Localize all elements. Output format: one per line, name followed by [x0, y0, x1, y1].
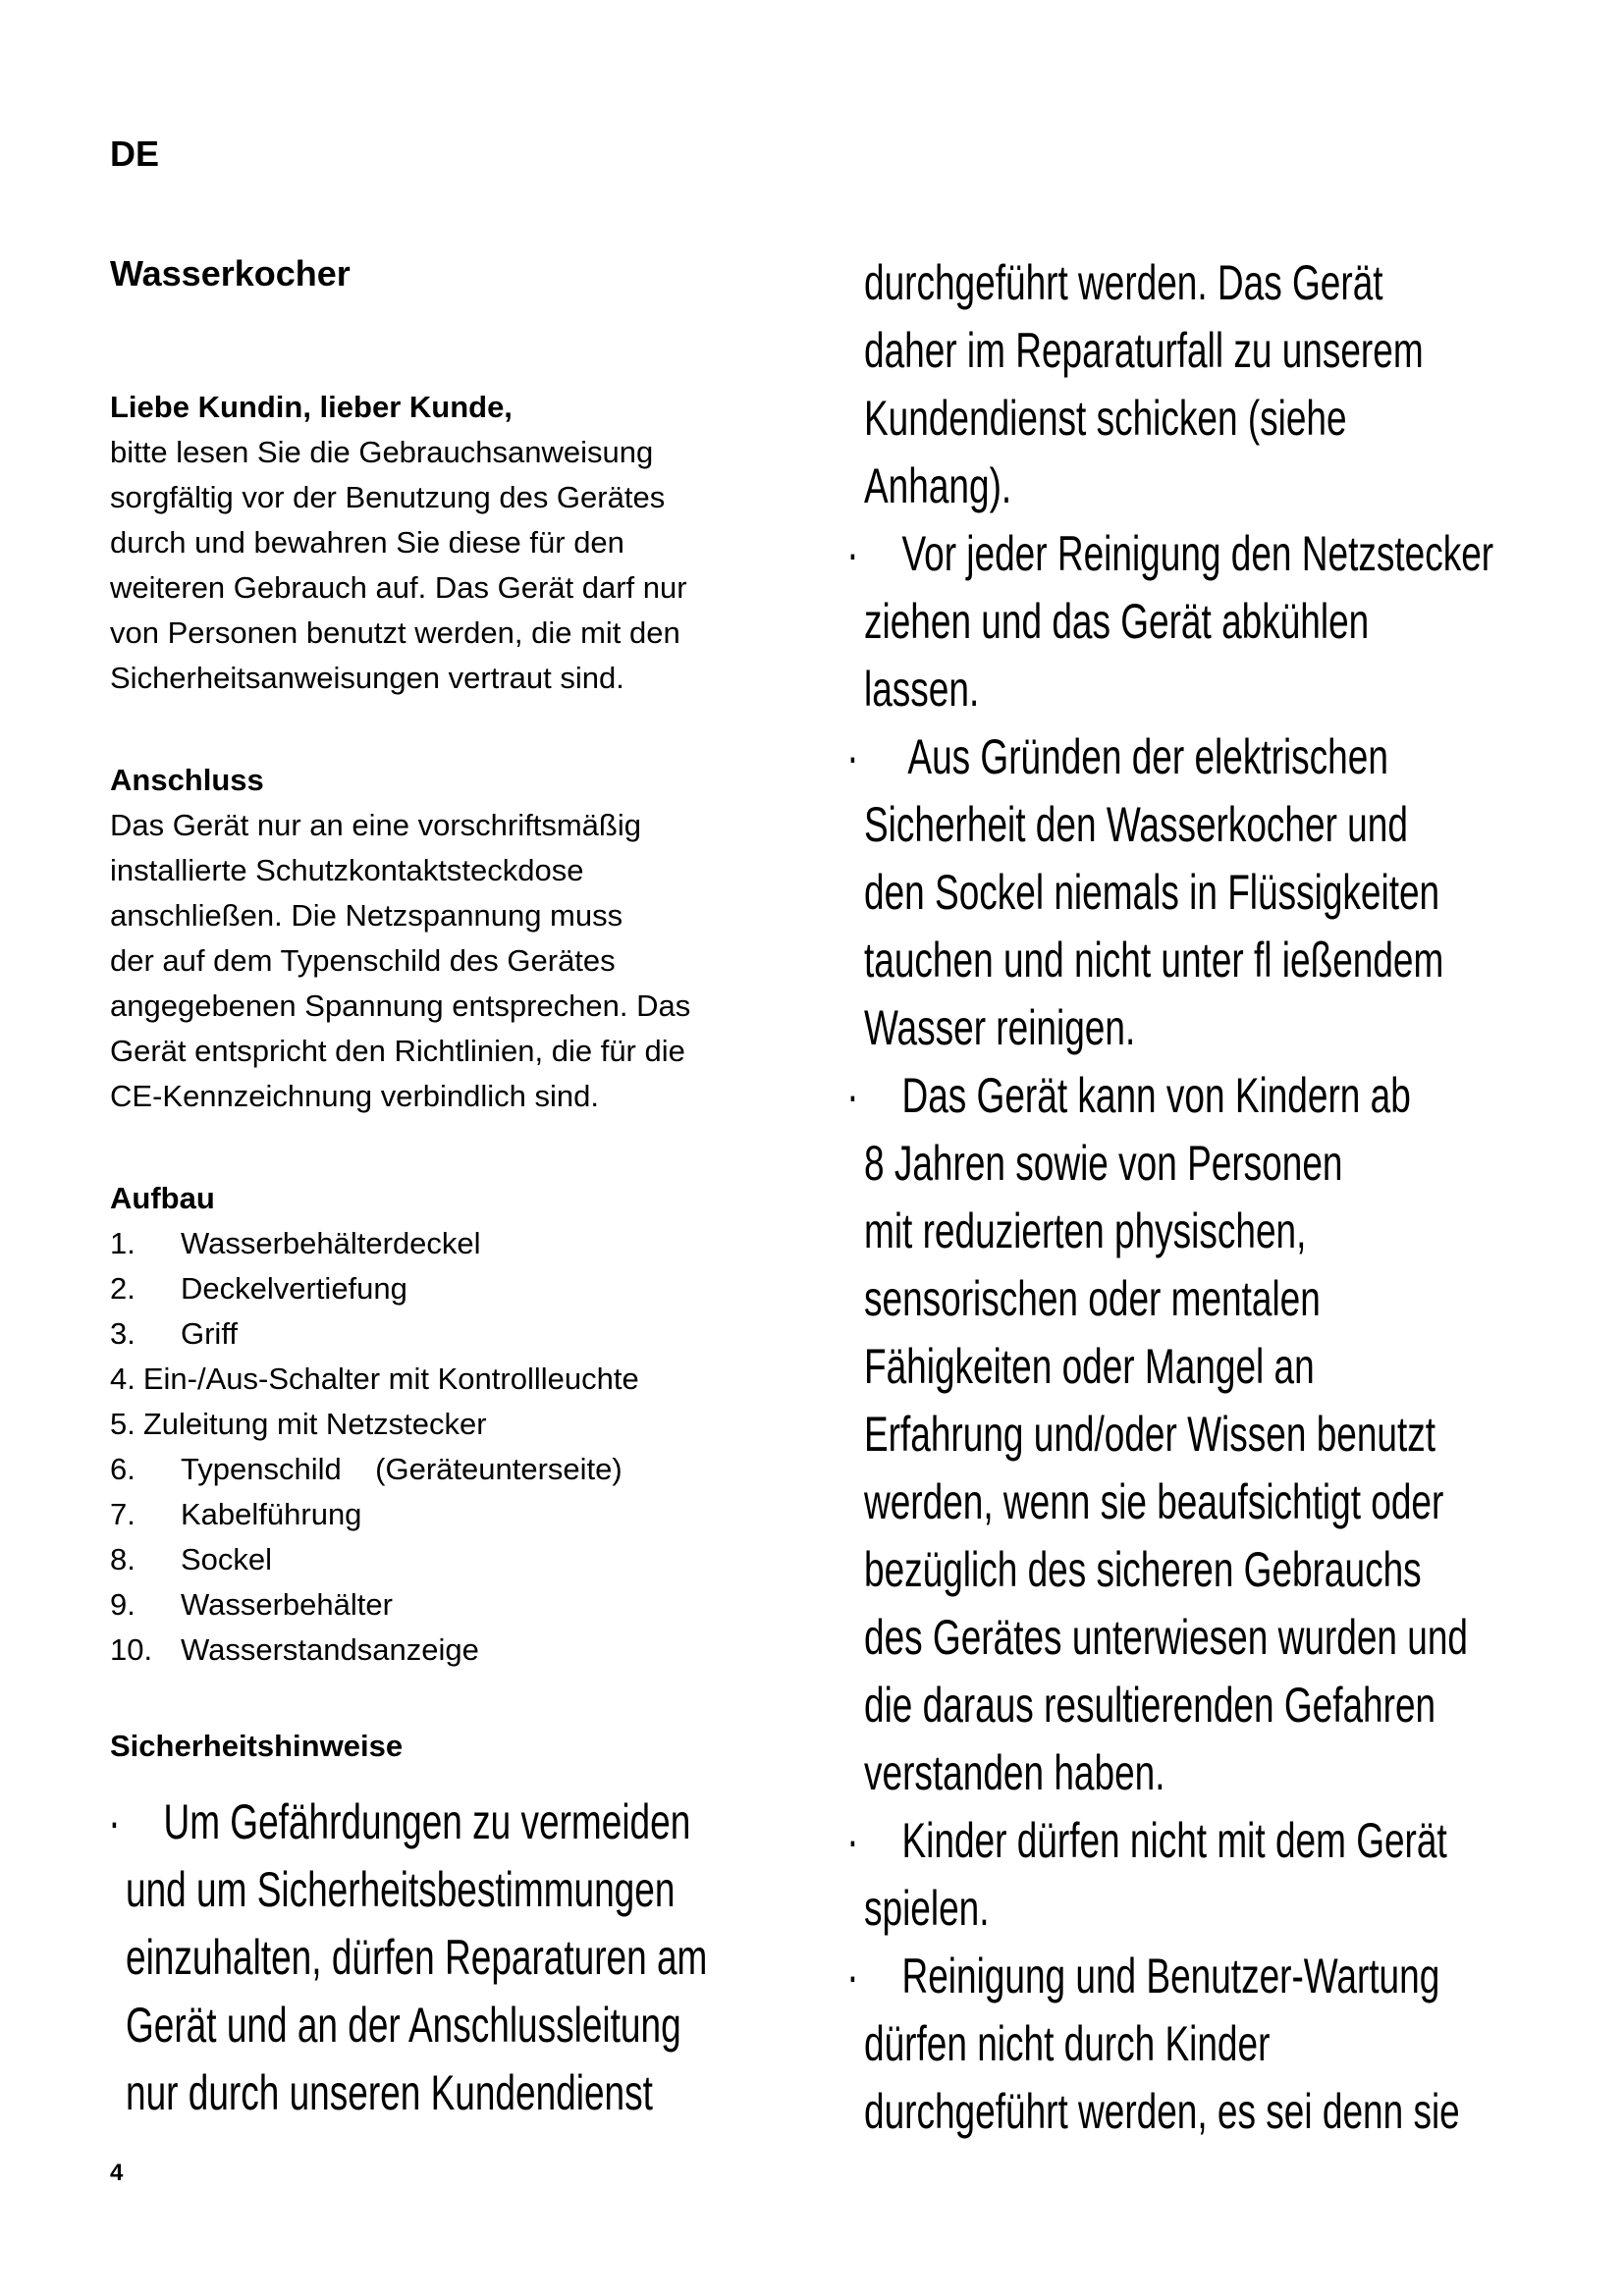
item-label: Wasserbehälterdeckel — [181, 1226, 481, 1260]
bullet-line: und um Sicherheitsbestimmungen — [126, 1862, 676, 1917]
bullet-line: Fähigkeiten oder Mangel an — [864, 1339, 1315, 1394]
bullet-icon: · — [108, 1794, 121, 1849]
item-number: 8. — [110, 1542, 135, 1576]
aufbau-heading: Aufbau — [110, 1181, 215, 1215]
bullet-line: nur durch unseren Kundendienst — [126, 2065, 653, 2120]
continuation-line: Kundendienst schicken (siehe — [864, 391, 1347, 446]
continuation-line: durchgeführt werden. Das Gerät — [864, 255, 1383, 310]
bullet-line: werden, wenn sie beaufsichtigt oder — [864, 1474, 1444, 1529]
safety-right-column — [846, 249, 1624, 2146]
bullet-line: Erfahrung und/oder Wissen benutzt — [864, 1407, 1436, 1462]
intro-line: sorgfältig vor der Benutzung des Gerätes — [110, 480, 666, 514]
anschluss-line: installierte Schutzkontaktsteckdose — [110, 853, 584, 887]
bullet-line: Reinigung und Benutzer-Wartung — [901, 1949, 1440, 2003]
bullet-line: Gerät und an der Anschlussleitung — [126, 1998, 681, 2053]
anschluss-text — [110, 803, 778, 1119]
safety-bullet — [846, 520, 1494, 723]
safety-bullet — [846, 1943, 1493, 2146]
bullet-icon: · — [846, 526, 859, 581]
bullet-line: verstanden haben. — [864, 1745, 1165, 1800]
parts-list-item — [110, 1582, 778, 1628]
intro-text — [110, 430, 778, 701]
item-number: 4. — [110, 1362, 135, 1396]
safety-heading: Sicherheitshinweise — [110, 1729, 404, 1763]
safety-bullet — [108, 1789, 708, 2127]
bullet-line: Aus Gründen der elektrischen — [907, 729, 1388, 784]
item-label: Wasserstandsanzeige — [181, 1632, 479, 1667]
safety-bullet — [846, 1062, 1493, 1807]
bullet-line: des Gerätes unterwiesen wurden und — [864, 1610, 1468, 1665]
anschluss-section — [110, 758, 778, 1119]
anschluss-line: der auf dem Typenschild des Gerätes — [110, 943, 616, 978]
bullet-line: die daraus resultierenden Gefahren — [864, 1678, 1436, 1733]
intro-line: bitte lesen Sie die Gebrauchsanweisung — [110, 435, 654, 469]
bullet-icon: · — [846, 729, 859, 784]
anschluss-line: angegebenen Spannung entsprechen. Das — [110, 988, 691, 1023]
intro-line: weiteren Gebrauch auf. Das Gerät darf nur — [110, 570, 687, 605]
intro-section — [110, 385, 778, 701]
parts-list-item — [110, 1447, 778, 1492]
item-label: Deckelvertiefung — [181, 1271, 407, 1306]
intro-heading: Liebe Kundin, lieber Kunde, — [110, 390, 513, 424]
bullet-line: Das Gerät kann von Kindern ab — [901, 1068, 1411, 1123]
bullet-line: Kinder dürfen nicht mit dem Gerät — [901, 1813, 1447, 1868]
anschluss-line: anschließen. Die Netzspannung muss — [110, 898, 623, 933]
item-label: Kabelführung — [181, 1497, 362, 1531]
parts-list-item — [110, 1311, 778, 1357]
item-number: 6. — [110, 1452, 135, 1486]
bullet-line: ziehen und das Gerät abkühlen — [864, 594, 1370, 649]
item-number: 7. — [110, 1497, 135, 1531]
intro-line: durch und bewahren Sie diese für den — [110, 525, 624, 560]
parts-list — [110, 1221, 778, 1673]
item-number: 2. — [110, 1271, 135, 1306]
parts-list-item — [110, 1357, 778, 1402]
page-number: 4 — [110, 2160, 124, 2186]
bullet-line: dürfen nicht durch Kinder — [864, 2016, 1271, 2071]
bullet-line: den Sockel niemals in Flüssigkeiten — [864, 865, 1440, 920]
language-code: DE — [110, 133, 160, 174]
anschluss-line: Gerät entspricht den Richtlinien, die für die — [110, 1034, 685, 1068]
continuation-line: daher im Reparaturfall zu unserem — [864, 323, 1424, 378]
anschluss-line: Das Gerät nur an eine vorschriftsmäßig — [110, 808, 641, 842]
item-number: 10. — [110, 1632, 153, 1667]
bullet-line: Sicherheit den Wasserkocher und — [864, 797, 1408, 852]
item-number: 1. — [110, 1226, 135, 1260]
item-number: 5. — [110, 1407, 135, 1441]
bullet-line: spielen. — [864, 1881, 990, 1936]
bullet-icon: · — [846, 1068, 859, 1123]
parts-list-item — [110, 1402, 778, 1447]
intro-line: von Personen benutzt werden, die mit den — [110, 615, 680, 650]
bullet-line: einzuhalten, dürfen Reparaturen am — [126, 1930, 708, 1985]
item-label: Wasserbehälter — [181, 1587, 393, 1622]
safety-left-column — [108, 1789, 912, 2127]
item-number: 9. — [110, 1587, 135, 1622]
bullet-line: sensorischen oder mentalen — [864, 1271, 1321, 1326]
continuation-line: Anhang). — [864, 458, 1012, 513]
aufbau-section — [110, 1176, 778, 1673]
parts-list-item — [110, 1628, 778, 1673]
bullet-line: durchgeführt werden, es sei denn sie — [864, 2084, 1460, 2139]
safety-continuation — [864, 249, 1493, 520]
anschluss-line: CE-Kennzeichnung verbindlich sind. — [110, 1079, 600, 1113]
item-number: 3. — [110, 1316, 135, 1351]
bullet-line: 8 Jahren sowie von Personen — [864, 1136, 1343, 1191]
bullet-line: Wasser reinigen. — [864, 1000, 1136, 1055]
bullet-line: lassen. — [864, 662, 980, 717]
bullet-line: Um Gefährdungen zu vermeiden — [163, 1794, 691, 1849]
intro-line: Sicherheitsanweisungen vertraut sind. — [110, 661, 624, 695]
item-label: Typenschild (Geräteunterseite) — [181, 1452, 623, 1486]
item-label: Griff — [181, 1316, 238, 1351]
safety-bullet — [846, 723, 1493, 1062]
parts-list-item — [110, 1537, 778, 1582]
item-label: Ein-/Aus-Schalter mit Kontrollleuchte — [142, 1362, 639, 1396]
item-label: Zuleitung mit Netzstecker — [142, 1407, 487, 1441]
page-title: Wasserkocher — [110, 253, 351, 294]
parts-list-item — [110, 1492, 778, 1537]
bullet-line: mit reduzierten physischen, — [864, 1203, 1307, 1258]
parts-list-item — [110, 1221, 778, 1266]
bullet-icon: · — [846, 1813, 859, 1868]
bullet-line: Vor jeder Reinigung den Netzstecker — [901, 526, 1494, 581]
parts-list-item — [110, 1266, 778, 1311]
bullet-line: bezüglich des sicheren Gebrauchs — [864, 1542, 1422, 1597]
anschluss-heading: Anschluss — [110, 763, 264, 797]
bullet-line: tauchen und nicht unter fl ießendem — [864, 933, 1444, 988]
item-label: Sockel — [181, 1542, 273, 1576]
bullet-icon: · — [846, 1949, 859, 2003]
safety-bullet — [846, 1807, 1493, 1943]
